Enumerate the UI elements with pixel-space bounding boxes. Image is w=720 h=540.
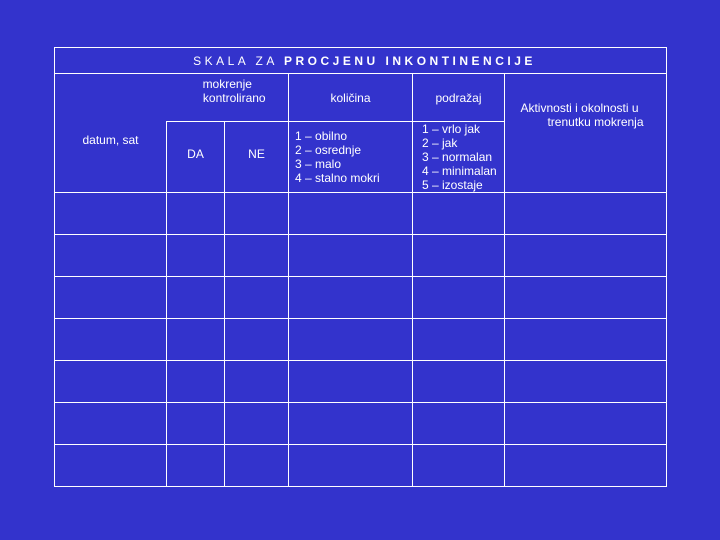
- table-row: [55, 193, 667, 235]
- podrazaj-scale-item: 1 – vrlo jak: [422, 122, 481, 136]
- table-row: [55, 445, 667, 487]
- cell-da[interactable]: [167, 445, 225, 487]
- datum-sat-label: datum, sat: [82, 133, 139, 147]
- ne-label: NE: [248, 147, 265, 161]
- cell-podrazaj[interactable]: [413, 403, 505, 445]
- cell-datum[interactable]: [55, 403, 167, 445]
- cell-ne[interactable]: [225, 403, 289, 445]
- mokrenje-label: mokrenje: [202, 77, 252, 91]
- cell-podrazaj[interactable]: [413, 193, 505, 235]
- header-da: [167, 122, 225, 193]
- cell-aktivnosti[interactable]: [505, 403, 667, 445]
- cell-aktivnosti[interactable]: [505, 445, 667, 487]
- cell-kolicina[interactable]: [289, 445, 413, 487]
- table-row: [55, 235, 667, 277]
- cell-kolicina[interactable]: [289, 193, 413, 235]
- header-aktivnosti: [505, 74, 667, 193]
- cell-da[interactable]: [167, 193, 225, 235]
- cell-ne[interactable]: [225, 445, 289, 487]
- kolicina-scale-item: 1 – obilno: [295, 129, 348, 143]
- cell-aktivnosti[interactable]: [505, 277, 667, 319]
- header-podrazaj: [413, 74, 505, 122]
- cell-podrazaj[interactable]: [413, 319, 505, 361]
- cell-datum[interactable]: [55, 235, 167, 277]
- table-row: [55, 403, 667, 445]
- cell-kolicina[interactable]: [289, 361, 413, 403]
- cell-da[interactable]: [167, 319, 225, 361]
- da-label: DA: [187, 147, 204, 161]
- cell-aktivnosti[interactable]: [505, 319, 667, 361]
- header-row-1: [55, 74, 667, 122]
- header-ne: [225, 122, 289, 193]
- cell-kolicina[interactable]: [289, 277, 413, 319]
- kolicina-label: količina: [330, 90, 371, 105]
- cell-da[interactable]: [167, 403, 225, 445]
- cell-podrazaj[interactable]: [413, 445, 505, 487]
- table-row: [55, 319, 667, 361]
- incontinence-scale-sheet: [54, 47, 666, 480]
- cell-podrazaj[interactable]: [413, 361, 505, 403]
- kolicina-scale-item: 3 – malo: [295, 157, 342, 171]
- kontrolirano-label: kontrolirano: [202, 91, 266, 105]
- kolicina-scale-legend: [289, 122, 413, 193]
- cell-da[interactable]: [167, 277, 225, 319]
- cell-datum[interactable]: [55, 445, 167, 487]
- podrazaj-scale-item: 5 – izostaje: [422, 178, 483, 192]
- header-mokrenje: [167, 74, 289, 122]
- cell-kolicina[interactable]: [289, 319, 413, 361]
- title-row: [55, 48, 667, 74]
- cell-kolicina[interactable]: [289, 403, 413, 445]
- cell-ne[interactable]: [225, 277, 289, 319]
- cell-da[interactable]: [167, 361, 225, 403]
- cell-aktivnosti[interactable]: [505, 235, 667, 277]
- cell-datum[interactable]: [55, 193, 167, 235]
- cell-aktivnosti[interactable]: [505, 193, 667, 235]
- incontinence-table: [54, 47, 667, 487]
- table-row: [55, 277, 667, 319]
- cell-podrazaj[interactable]: [413, 235, 505, 277]
- podrazaj-scale-item: 3 – normalan: [422, 150, 493, 164]
- title-part1: SKALA ZA: [193, 53, 278, 68]
- podrazaj-label: podražaj: [435, 90, 482, 105]
- kolicina-scale-item: 2 – osrednje: [295, 143, 362, 157]
- cell-aktivnosti[interactable]: [505, 361, 667, 403]
- table-row: [55, 361, 667, 403]
- title-part2: PROCJENU INKONTINENCIJE: [284, 53, 536, 68]
- header-datum-sat: [55, 74, 167, 193]
- cell-ne[interactable]: [225, 319, 289, 361]
- cell-datum[interactable]: [55, 319, 167, 361]
- cell-datum[interactable]: [55, 277, 167, 319]
- header-kolicina: [289, 74, 413, 122]
- cell-ne[interactable]: [225, 193, 289, 235]
- page-title: [55, 48, 667, 74]
- podrazaj-scale-item: 2 – jak: [422, 136, 458, 150]
- cell-kolicina[interactable]: [289, 235, 413, 277]
- cell-podrazaj[interactable]: [413, 277, 505, 319]
- cell-ne[interactable]: [225, 361, 289, 403]
- cell-datum[interactable]: [55, 361, 167, 403]
- aktivnosti-label-line1: Aktivnosti i okolnosti u: [520, 101, 639, 115]
- podrazaj-scale-legend: [413, 122, 505, 193]
- cell-da[interactable]: [167, 235, 225, 277]
- aktivnosti-label-line2: trenutku mokrenja: [547, 115, 644, 129]
- kolicina-scale-item: 4 – stalno mokri: [295, 171, 380, 185]
- cell-ne[interactable]: [225, 235, 289, 277]
- podrazaj-scale-item: 4 – minimalan: [422, 164, 497, 178]
